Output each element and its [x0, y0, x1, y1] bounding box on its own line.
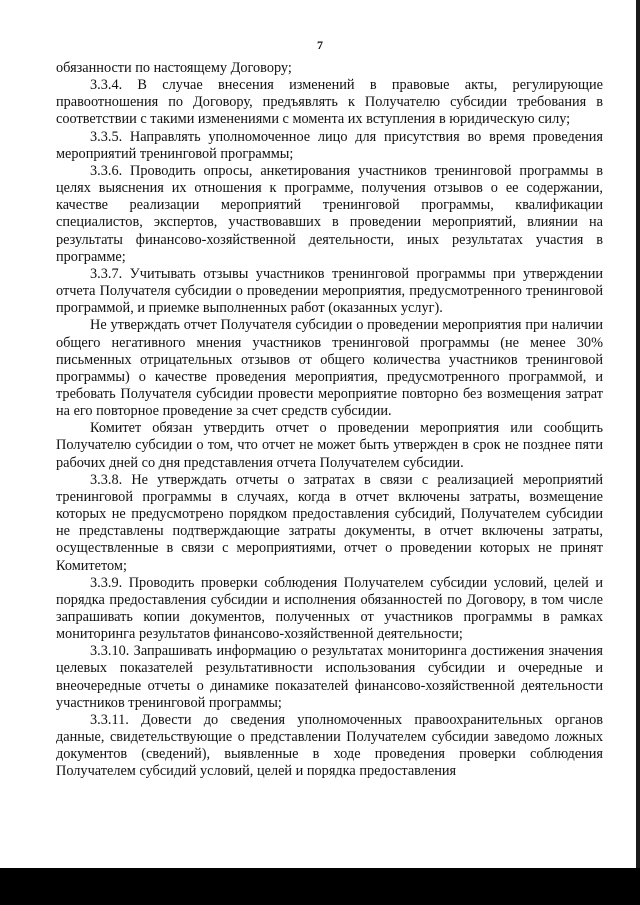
scan-edge [636, 0, 640, 868]
paragraph-3-3-6: 3.3.6. Проводить опросы, анкетирования участников тренинговой программы в целях выяснения их отношения к программе, получения отзывов о ее содержании, качестве реализации мероприятий тренинговой программы, квалификации специалистов, экспертов, участвовавших в проведении мероприятий, влиянии на результаты финансово-хозяйственной деятельности, иных результатах участия в программе; [56, 162, 603, 265]
paragraph-3-3-9: 3.3.9. Проводить проверки соблюдения Получателем субсидии условий, целей и порядка предоставления субсидии и исполнения обязанностей по Договору, в том числе запрашивать копии документов, полученных от участников программы в рамках мониторинга результатов финансово-хозяйственной деятельности; [56, 574, 603, 643]
paragraph-3-3-4: 3.3.4. В случае внесения изменений в правовые акты, регулирующие правоотношения по Договору, предъявлять к Получателю субсидии требования в соответствии с такими изменениями с момента их вступления в юридическую силу; [56, 77, 603, 128]
paragraph-3-3-11: 3.3.11. Довести до сведения уполномоченных правоохранительных органов данные, свидетельствующие о представлении Получателем субсидии заведомо ложных документов (сведений), выявленные в ходе проведения проверки соблюдения Получателем субсидий условий, целей и порядка предоставления [56, 711, 603, 780]
paragraph-report-rejection: Не утверждать отчет Получателя субсидии о проведении мероприятия при наличии общего негативного мнения участников тренинговой программы (не менее 30% письменных отрицательных отзывов от общего количества участников тренинговой программы) о качестве проведения мероприятия, предусмотренного программой, и требовать Получателя субсидии провести мероприятие повторно без возмещения затрат на его повторное проведение за счет средств субсидии. [56, 317, 603, 420]
page-number: 7 [317, 38, 323, 52]
document-body [56, 60, 603, 781]
paragraph-3-3-5: 3.3.5. Направлять уполномоченное лицо для присутствия во время проведения мероприятий тренинговой программы; [56, 128, 603, 162]
paragraph-3-3-8: 3.3.8. Не утверждать отчеты о затратах в связи с реализацией мероприятий тренинговой программы в случаях, когда в отчет включены затраты, возмещение которых не предусмотрено порядком предоставления субсидий, Получателем субсидии не представлены подтверждающие затраты документы, в отчет включены затраты, осуществленные в связи с мероприятиями, отчет о проведении которых не принят Комитетом; [56, 471, 603, 574]
paragraph-committee-obligation: Комитет обязан утвердить отчет о проведении мероприятия или сообщить Получателю субсидии о том, что отчет не может быть утвержден в срок не позднее пяти рабочих дней со дня представления отчета Получателем субсидии. [56, 420, 603, 471]
paragraph-3-3-10: 3.3.10. Запрашивать информацию о результатах мониторинга достижения значения целевых показателей результативности использования субсидии и очередные и внеочередные отчеты о динамике показателей финансово-хозяйственной деятельности участников тренинговой программы; [56, 643, 603, 711]
paragraph-3-3-7: 3.3.7. Учитывать отзывы участников тренинговой программы при утверждении отчета Получателя субсидии о проведении мероприятия, предусмотренного тренинговой программой, и приемке выполненных работ (оказанных услуг). [56, 265, 603, 317]
paragraph-continuation: обязанности по настоящему Договору; [56, 60, 292, 76]
scan-bottom-border [0, 868, 640, 905]
